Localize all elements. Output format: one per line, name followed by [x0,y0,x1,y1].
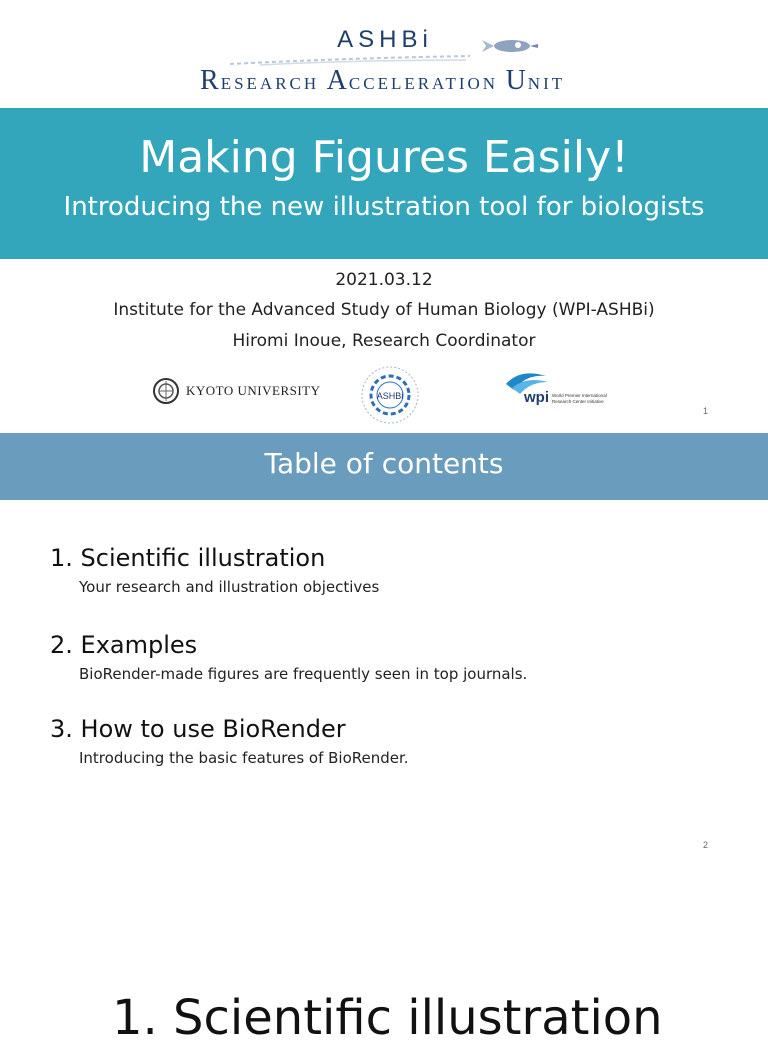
toc-header-band [0,433,768,500]
title-band [0,108,768,259]
logo-org-name: ASHBi [337,26,433,53]
rocket-icon [482,34,542,58]
section-title: 1. Scientific illustration [112,990,663,1046]
institute-name: Institute for the Advanced Study of Human Biology (WPI-ASHBi) [113,300,655,320]
toc-item [50,631,527,683]
presenter-name: Hiromi Inoue, Research Coordinator [232,331,536,351]
toc-item-description: Your research and illustration objectives [79,578,380,596]
ashbi-rau-logo [190,20,580,100]
kyoto-university-name: KYOTO UNIVERSITY [186,383,321,398]
wpi-tagline-1: World Premier International [552,393,607,398]
slide-subtitle: Introducing the new illustration tool for biologists [63,192,705,222]
kyoto-emblem-icon [152,377,180,405]
toc-item-heading: 2. Examples [50,631,198,659]
ashbi-seal-icon [360,362,420,428]
kyoto-university-logo [152,376,321,406]
ashbi-seal-label: ASHBi [376,391,404,401]
toc-item-heading: 1. Scientific illustration [50,544,326,572]
slide-title: Making Figures Easily! [139,132,629,183]
toc-item [50,544,379,596]
toc-item-heading: 3. How to use BioRender [50,715,346,743]
toc-title: Table of contents [264,447,504,480]
toc-item-description: Introducing the basic features of BioRender. [79,749,409,767]
wpi-logo [502,366,622,410]
page-number: 1 [703,406,709,416]
wpi-tagline-2: Research Center Initiative [552,399,604,404]
page-number: 2 [703,840,709,850]
presentation-date: 2021.03.12 [335,270,433,290]
toc-item-description: BioRender-made figures are frequently seen in top journals. [79,665,528,683]
toc-item [50,715,409,767]
logo-unit-name: RESEARCH ACCELERATION UNIT [200,65,566,96]
wpi-wordmark: wpi [524,389,549,406]
